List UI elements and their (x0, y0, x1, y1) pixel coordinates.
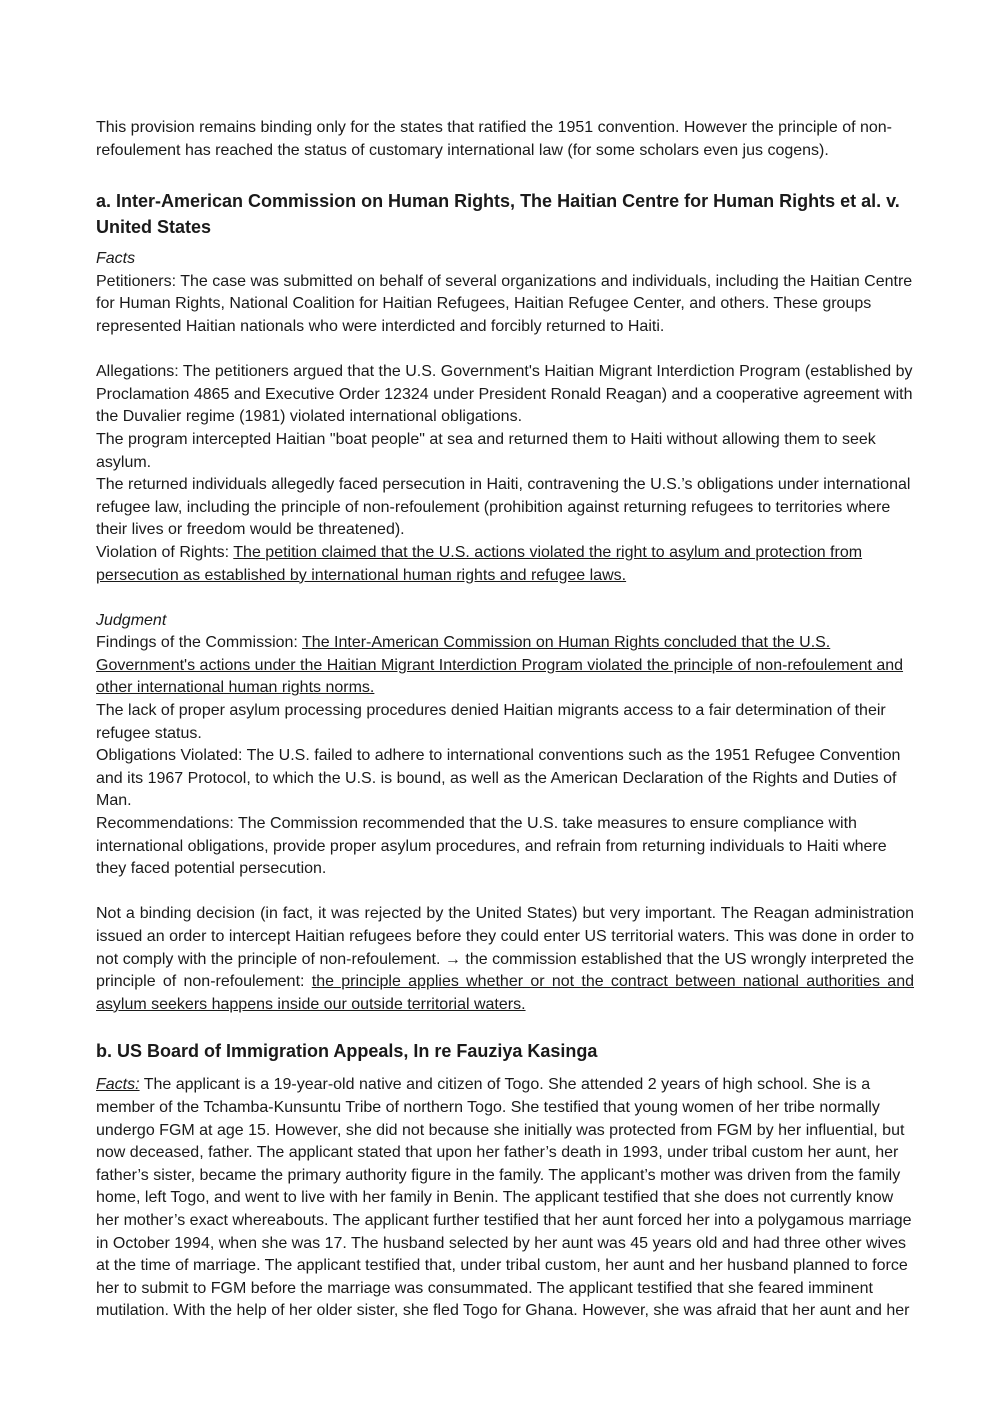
section-a-heading: a. Inter-American Commission on Human Rights, The Haitian Centre for Human Rights et al. v. United States (96, 191, 900, 238)
persecution-paragraph: The returned individuals allegedly faced persecution in Haiti, contravening the U.S.’s obligations under international refugee law, including the principle of non-refoulement (prohibition against returning refugees to territories where their lives or freedom would be threatened). (96, 476, 911, 539)
violation-underlined: The petition claimed that the U.S. actions violated the right to asylum and protection from persecution as established by international human rights and refugee laws. (96, 543, 863, 584)
violation-prefix: Violation of Rights: (96, 543, 234, 561)
note-paragraph (96, 903, 914, 1016)
lack-paragraph: The lack of proper asylum processing procedures denied Haitian migrants access to a fair determination of their refugee status. (96, 702, 886, 742)
facts-label: Facts (96, 250, 136, 268)
findings-underlined: The Inter-American Commission on Human Rights concluded that the U.S. Government's actions under the Haitian Migrant Interdiction Program violated the principle of non-refoulement and other international human rights norms. (96, 634, 904, 697)
violation-paragraph (96, 542, 914, 587)
allegations-paragraph: Allegations: The petitioners argued that the U.S. Government's Haitian Migrant Interdiction Program (established by Proclamation 4865 and Executive Order 12324 under President Ronald Reagan) and a cooperative agreement with the Duvalier regime (1981) violated international obligations. (96, 363, 913, 426)
program-paragraph: The program intercepted Haitian "boat people" at sea and returned them to Haiti without allowing them to seek asylum. (96, 430, 876, 471)
section-b-heading: b. US Board of Immigration Appeals, In re Fauziya Kasinga (96, 1041, 598, 1062)
recommendations-paragraph: Recommendations: The Commission recommended that the U.S. take measures to ensure compliance with international obligations, provide proper asylum procedures, and refrain from returning individuals to Haiti where they faced potential persecution. (96, 815, 887, 878)
kasinga-facts-text: The applicant is a 19-year-old native and citizen of Togo. She attended 2 years of high school. She is a member of the Tchamba-Kunsuntu Tribe of northern Togo. She testified that young women of her tribe normally undergo FGM at age 15. However, she did not because she initially was protected from FGM by her influential, but now deceased, father. The applicant stated that upon her father’s death in 1993, under tribal custom her aunt, her father’s sister, became the primary authority figure in the family. The applicant’s mother was driven from the family home, left Togo, and went to live with her family in Benin. The applicant testified that she does not currently know her mother’s exact whereabouts. The applicant further testified that her aunt forced her into a polygamous marriage in October 1994, when she was 17. The husband selected by her aunt was 45 years old and had three other wives at the time of marriage. The applicant testified that, under tribal custom, her aunt and her husband planned to force her to submit to FGM before the marriage was consummated. The applicant testified that she feared imminent mutilation. With the help of her older sister, she fled Togo for Ghana. However, she was afraid that her aunt and her (96, 1076, 912, 1320)
intro-paragraph: This provision remains binding only for the states that ratified the 1951 convention. However the principle of non-refoulement has reached the status of customary international law (for some scholars even jus cogens). (96, 119, 892, 159)
obligations-paragraph: Obligations Violated: The U.S. failed to adhere to international conventions such as the 1951 Refugee Convention and its 1967 Protocol, to which the U.S. is bound, as well as the American Declaration of the Rights and Duties of Man. (96, 747, 901, 810)
findings-prefix: Findings of the Commission: (96, 634, 303, 652)
document-page (96, 117, 914, 1323)
note-underlined: the principle applies whether or not the contract between national authorities and asylum seekers happens inside our outside territorial waters. (96, 973, 915, 1013)
kasinga-facts-label: Facts: (96, 1076, 140, 1094)
kasinga-facts-paragraph (96, 1074, 914, 1323)
judgment-label: Judgment (96, 611, 167, 629)
note-text: Not a binding decision (in fact, it was rejected by the United States) but very important. The Reagan administration issued an order to intercept Haitian refugees before they could enter US territorial waters. This was done in order to not comply with the principle of non-refoulement. → the commission established that the US wrongly interpreted the principle of non-refoulement: (96, 905, 914, 991)
findings-paragraph (96, 632, 914, 700)
petitioners-paragraph: Petitioners: The case was submitted on behalf of several organizations and individuals, including the Haitian Centre for Human Rights, National Coalition for Haitian Refugees, Haitian Refugee Center, and others. These groups represented Haitian nationals who were interdicted and forcibly returned to Haiti. (96, 272, 913, 335)
